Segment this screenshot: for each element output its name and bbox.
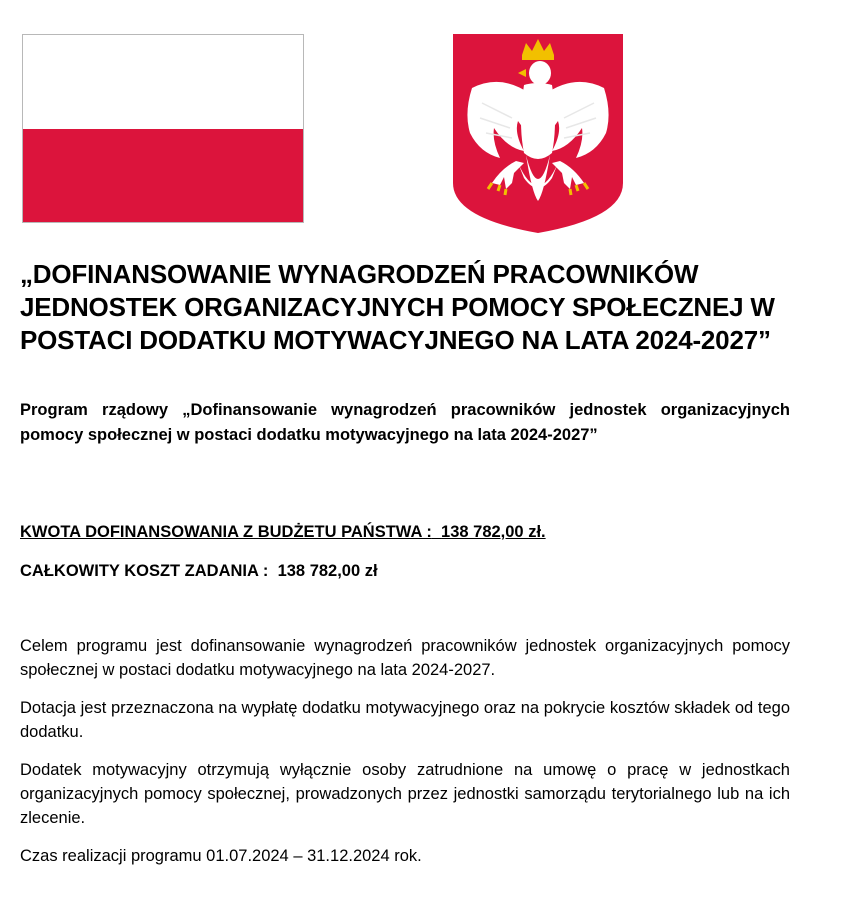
paragraph-eligibility: Dodatek motywacyjny otrzymują wyłącznie osoby zatrudnione na umowę o pracę w jednostkach organizacyjnych pomocy społecznej, prowadzonych przez jednostki samorządu terytorialnego lub na ich zlecenie. bbox=[20, 761, 790, 827]
flag-white-stripe bbox=[23, 35, 303, 129]
funding-label: KWOTA DOFINANSOWANIA Z BUDŻETU PAŃSTWA : bbox=[20, 523, 432, 541]
paragraph-goal: Celem programu jest dofinansowanie wynagrodzeń pracowników jednostek organizacyjnych pomocy społecznej w postaci dodatku motywacyjnego na lata 2024-2027. bbox=[20, 637, 790, 679]
paragraph-duration: Czas realizacji programu 01.07.2024 – 31.12.2024 rok. bbox=[20, 847, 422, 865]
page-title: „DOFINANSOWANIE WYNAGRODZEŃ PRACOWNIKÓW JEDNOSTEK ORGANIZACYJNYCH POMOCY SPOŁECZNEJ W POSTACI DODATKU MOTYWACYJNEGO NA LATA 2024-2027” bbox=[20, 259, 775, 355]
total-cost-label: CAŁKOWITY KOSZT ZADANIA : bbox=[20, 562, 269, 580]
program-description bbox=[20, 634, 790, 882]
program-subtitle: Program rządowy „Dofinansowanie wynagrodzeń pracowników jednostek organizacyjnych pomocy społecznej w postaci dodatku motywacyjnego na lata 2024-2027” bbox=[20, 401, 790, 444]
funding-amount-line bbox=[20, 523, 546, 542]
polish-flag bbox=[22, 34, 304, 223]
funding-value: 138 782,00 zł. bbox=[441, 523, 546, 541]
white-eagle-emblem-icon bbox=[452, 33, 624, 234]
total-cost-value: 138 782,00 zł bbox=[277, 562, 378, 580]
total-cost-line bbox=[20, 562, 378, 581]
paragraph-grant-purpose: Dotacja jest przeznaczona na wypłatę dodatku motywacyjnego oraz na pokrycie kosztów składek od tego dodatku. bbox=[20, 699, 790, 741]
flag-red-stripe bbox=[23, 129, 303, 223]
